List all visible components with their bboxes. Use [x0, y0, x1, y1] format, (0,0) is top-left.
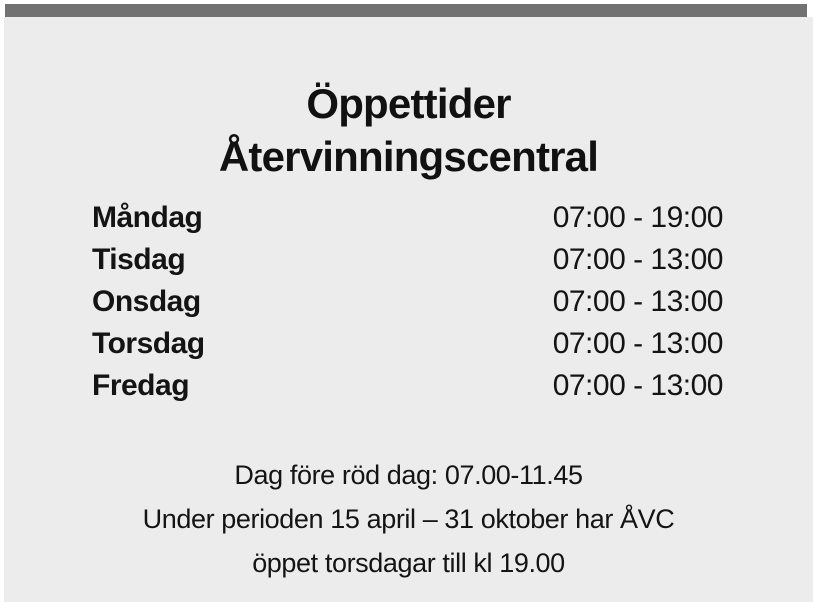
page-title	[4, 77, 813, 183]
table-row-tuesday	[92, 239, 723, 281]
page-title-line2: Återvinningscentral	[218, 133, 599, 180]
day-label: Onsdag	[92, 285, 201, 318]
hours-value: 07:00 - 13:00	[552, 243, 723, 276]
hours-value: 07:00 - 13:00	[552, 285, 723, 318]
top-divider-bar	[5, 4, 807, 17]
note-summer-period: Under perioden 15 april – 31 oktober har ÅVC	[142, 504, 675, 534]
table-row-wednesday	[92, 281, 723, 323]
opening-hours-table	[92, 197, 723, 407]
table-row-thursday	[92, 323, 723, 365]
hours-value: 07:00 - 19:00	[552, 201, 723, 234]
table-row-monday	[92, 197, 723, 239]
table-row-friday	[92, 365, 723, 407]
day-label: Torsdag	[92, 327, 205, 360]
special-hours-notes	[4, 453, 813, 585]
note-thursday-open: öppet torsdagar till kl 19.00	[252, 548, 565, 578]
day-label: Fredag	[92, 369, 190, 402]
hours-value: 07:00 - 13:00	[552, 327, 723, 360]
opening-hours-panel	[4, 17, 813, 602]
day-label: Måndag	[92, 201, 203, 234]
note-red-day: Dag före röd dag: 07.00-11.45	[234, 460, 583, 490]
page-title-line1: Öppettider	[306, 80, 511, 127]
hours-value: 07:00 - 13:00	[552, 369, 723, 402]
day-label: Tisdag	[92, 243, 186, 276]
